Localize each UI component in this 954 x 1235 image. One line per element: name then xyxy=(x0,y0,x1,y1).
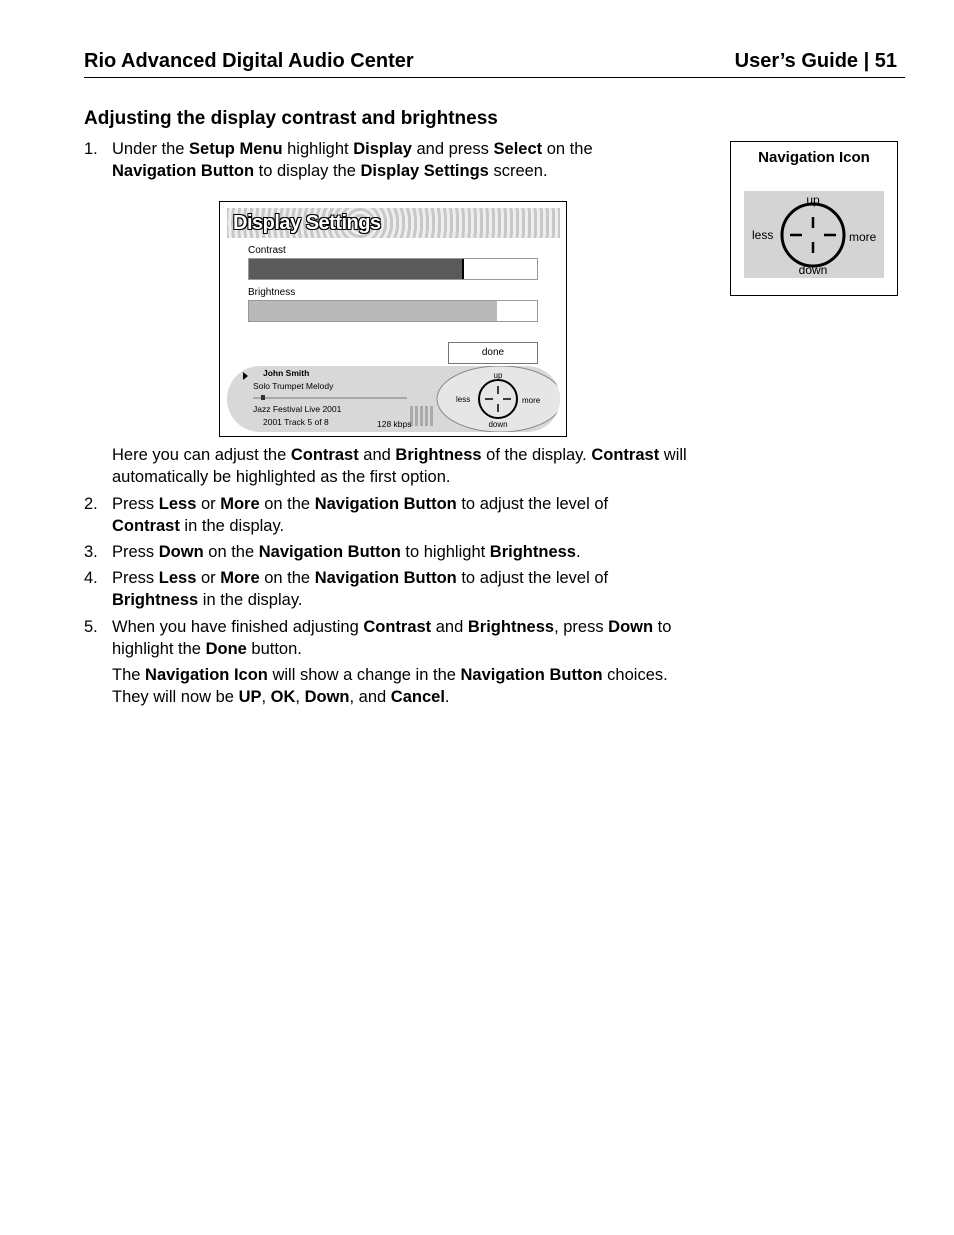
done-button[interactable]: done xyxy=(448,342,538,364)
progress-marker xyxy=(261,395,265,400)
step-2-text: Press Less or More on the Navigation Button to adjust the level of Contrast in the display. xyxy=(112,495,609,535)
screen-title: Display Settings xyxy=(233,212,381,234)
navigation-icon-title: Navigation Icon xyxy=(758,149,870,166)
brightness-slider-fill xyxy=(249,301,497,321)
step-5-text: When you have finished adjusting Contrast and Brightness, press Down to highlight the Done button. xyxy=(112,618,672,658)
play-indicator-icon xyxy=(243,372,248,380)
nav-down-label: down xyxy=(798,263,828,277)
step-number-4: 4. xyxy=(84,569,98,587)
album-title: Jazz Festival Live 2001 xyxy=(253,404,342,414)
step-number-2: 2. xyxy=(84,495,98,513)
step-number-1: 1. xyxy=(84,140,98,158)
contrast-label: Contrast xyxy=(248,245,286,256)
nav-up-label: up xyxy=(806,193,820,207)
artist-name: John Smith xyxy=(263,368,310,378)
page-header xyxy=(84,50,905,78)
screen-titlebar xyxy=(227,208,560,238)
step-number-3: 3. xyxy=(84,543,98,561)
step-5-note: The Navigation Icon will show a change in the Navigation Button choices. They will now be UP, OK, Down, and Cancel. xyxy=(112,666,668,706)
navigation-icon-box xyxy=(730,141,898,296)
document-title: Rio Advanced Digital Audio Center xyxy=(84,50,414,72)
page-number: User’s Guide | 51 xyxy=(734,50,897,72)
step-1-note: Here you can adjust the Contrast and Brightness of the display. Contrast will automatically be highlighted as the first option. xyxy=(112,446,687,486)
player-nav-more: more xyxy=(522,396,541,405)
contrast-slider-fill xyxy=(249,259,464,279)
bitrate: 128 kbps xyxy=(377,419,412,429)
now-playing-panel xyxy=(227,366,560,432)
contrast-slider[interactable] xyxy=(248,258,538,280)
display-settings-screenshot xyxy=(219,201,567,437)
navigation-icon-panel xyxy=(744,191,884,278)
brightness-label: Brightness xyxy=(248,287,296,298)
song-title: Solo Trumpet Melody xyxy=(253,381,334,391)
player-nav-down: down xyxy=(488,420,508,429)
step-3-text: Press Down on the Navigation Button to highlight Brightness. xyxy=(112,543,581,561)
nav-more-label: more xyxy=(849,230,877,244)
step-number-5: 5. xyxy=(84,618,98,636)
section-title: Adjusting the display contrast and brightness xyxy=(84,108,498,129)
track-info: 2001 Track 5 of 8 xyxy=(263,417,329,427)
brightness-slider[interactable] xyxy=(248,300,538,322)
player-nav-up: up xyxy=(493,371,503,380)
player-nav-less: less xyxy=(456,395,471,404)
nav-less-label: less xyxy=(752,228,774,242)
signal-bars-icon xyxy=(410,406,433,426)
step-4-text: Press Less or More on the Navigation Button to adjust the level of Brightness in the display. xyxy=(112,569,609,609)
navigation-dial-icon xyxy=(744,191,884,278)
step-1-text: Under the Setup Menu highlight Display and press Select on the Navigation Button to display the Display Settings screen. xyxy=(112,140,593,180)
